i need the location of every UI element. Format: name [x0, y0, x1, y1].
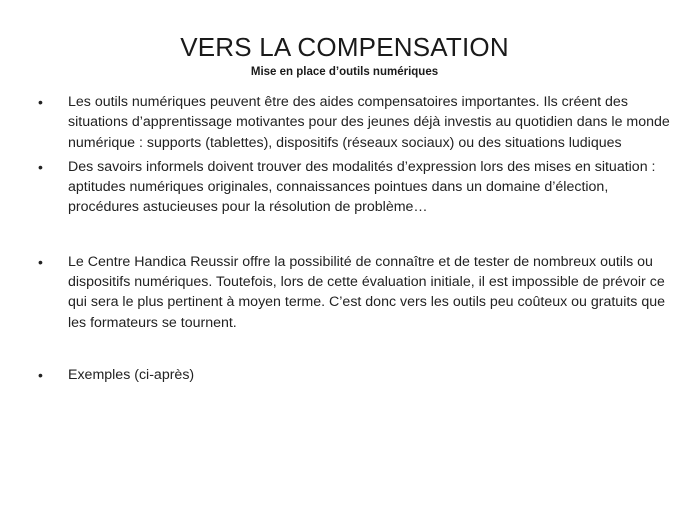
- bullet-marker: •: [38, 366, 43, 383]
- slide-subtitle: Mise en place d’outils numériques: [250, 66, 439, 78]
- bullet-marker: •: [38, 253, 43, 270]
- slide-title: VERS LA COMPENSATION: [180, 32, 509, 62]
- bullet-item-informal-knowledge: [34, 157, 670, 218]
- bullet-text: Le Centre Handica Reussir offre la possibilité de connaître et de tester de nombreux outils ou dispositifs numériques. Toutefois, lors de cette évaluation initiale, il est impossible de prévoir ce qui sera le plus pertinent à moyen terme. C’est donc vers les outils peu coûteux ou gratuits que les formateurs se tournent.: [68, 253, 665, 331]
- bullet-list: [34, 92, 670, 385]
- bullet-text: Des savoirs informels doivent trouver des modalités d’expression lors des mises en situation : aptitudes numériques originales, connaissances pointues dans un domaine d’élection, procédures astucieuses pour la résolution de problème…: [68, 158, 656, 216]
- bullet-text: Exemples (ci-après): [68, 366, 195, 383]
- bullet-marker: •: [38, 94, 43, 110]
- bullet-item-centre-handica: [34, 252, 670, 333]
- bullet-marker: •: [38, 158, 43, 175]
- bullet-text: Les outils numériques peuvent être des aides compensatoires importantes. Ils créent des situations d’apprentissage motivantes pour des jeunes déjà investis au quotidien dans le monde numérique : supports (tablettes), dispositifs (réseaux sociaux) ou des situations ludiques: [68, 94, 670, 151]
- bullet-item-examples: [34, 365, 670, 385]
- bullet-item-digital-tools: [34, 92, 670, 153]
